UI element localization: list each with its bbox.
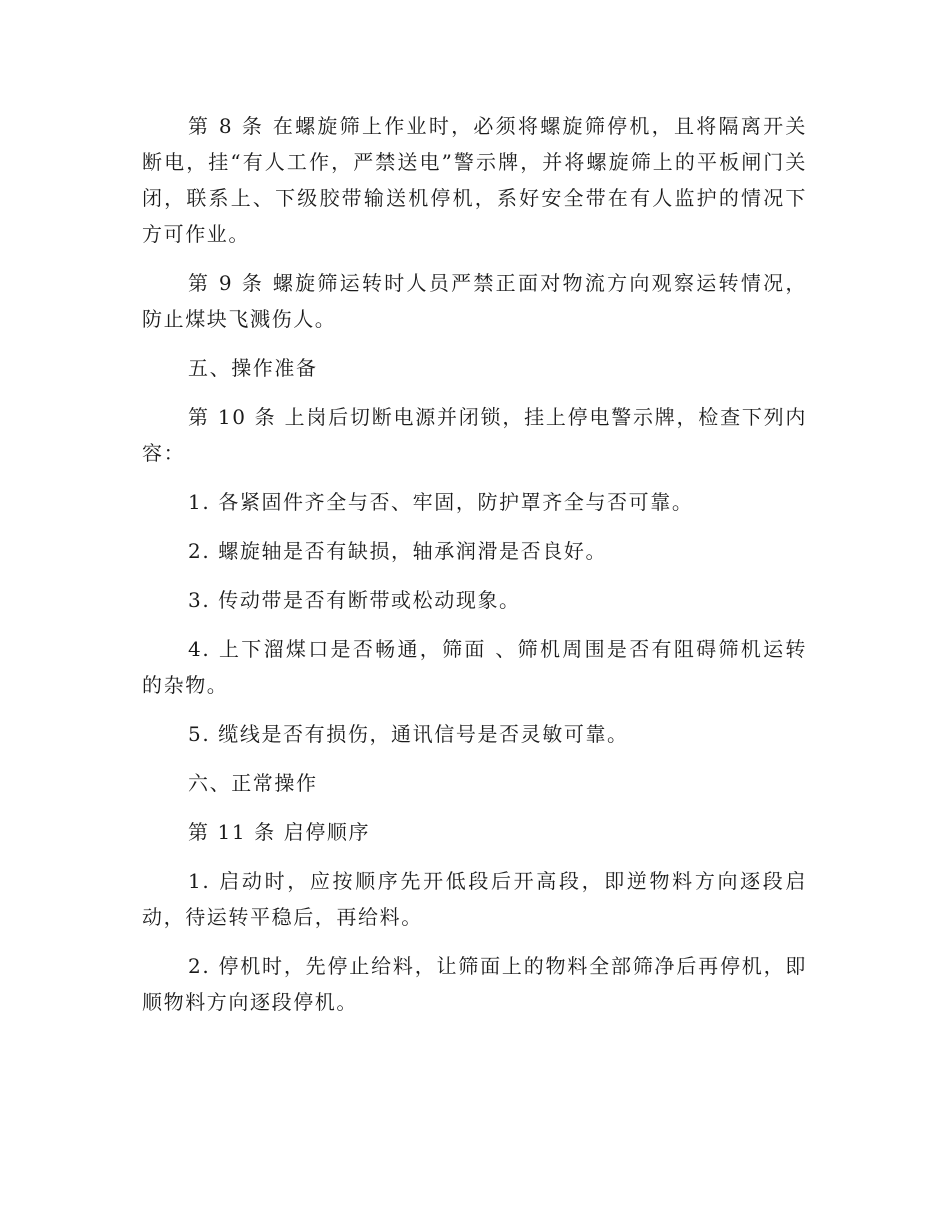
check-item-1: 1. 各紧固件齐全与否、牢固，防护罩齐全与否可靠。: [188, 490, 694, 514]
check-item-5: 5. 缆线是否有损伤，通讯信号是否灵敏可靠。: [188, 722, 629, 746]
stop-sequence-item: 2. 停机时，先停止给料，让筛面上的物料全部筛净后再停机，即顺物料方向逐段停机。: [142, 954, 807, 1014]
clause-8-paragraph: 第 8 条 在螺旋筛上作业时，必须将螺旋筛停机，且将隔离开关断电，挂“有人工作，严禁送电”警示牌，并将螺旋筛上的平板闸门关闭，联系上、下级胶带输送机停机，系好安全带在有人监护的情况下方可作业。: [142, 114, 807, 246]
clause-9-paragraph: 第 9 条 螺旋筛运转时人员严禁正面对物流方向观察运转情况，防止煤块飞溅伤人。: [142, 271, 807, 331]
section-heading-operation-preparation: 五、操作准备: [188, 356, 318, 380]
section-heading-normal-operation: 六、正常操作: [188, 771, 318, 795]
check-item-3: 3. 传动带是否有断带或松动现象。: [188, 588, 521, 612]
start-sequence-item: 1. 启动时，应按顺序先开低段后开高段，即逆物料方向逐段启动，待运转平稳后，再给料。: [142, 869, 807, 929]
clause-10-paragraph: 第 10 条 上岗后切断电源并闭锁，挂上停电警示牌，检查下列内容：: [142, 405, 807, 465]
check-item-2: 2. 螺旋轴是否有缺损，轴承润滑是否良好。: [188, 539, 608, 563]
document-body: [142, 108, 807, 1033]
check-item-4: 4. 上下溜煤口是否畅通，筛面 、筛机周围是否有阻碍筛机运转的杂物。: [142, 637, 807, 697]
clause-11-heading: 第 11 条 启停顺序: [188, 820, 371, 844]
